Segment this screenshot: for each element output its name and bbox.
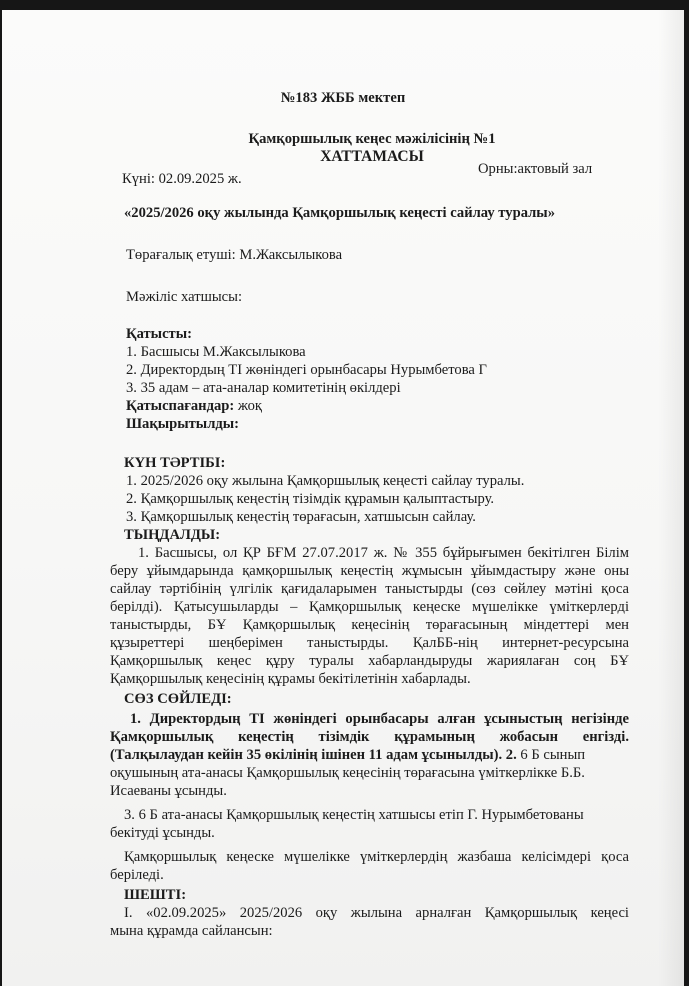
- meeting-date: Күні: 02.09.2025 ж.: [122, 171, 242, 187]
- heard-line: 1. Басшысы, ол ҚР БҒМ 27.07.2017 ж. № 355 бұйрығымен бекітілген Білім: [138, 545, 629, 561]
- agenda-item: 2. Қамқоршылық кеңестің тізімдік құрамын қалыптастыру.: [126, 491, 495, 507]
- absent-label: Қатыспағандар:: [126, 398, 235, 414]
- spoke-line: Қамқоршылық кеңестің тізімдік құрамының жобасын енгізді.: [110, 729, 629, 745]
- decided-line: мына құрамда сайлансын:: [110, 923, 273, 939]
- spoke-line: Исаеваны ұсынды.: [110, 783, 227, 799]
- present-label: Қатысты:: [126, 326, 192, 342]
- spoke-line: 1. Директордың ТІ жөніндегі орынбасары алған ұсыныстың негізінде: [130, 711, 629, 727]
- absent-value: жоқ: [234, 398, 263, 414]
- spoke-line: бекітуді ұсынды.: [110, 825, 215, 841]
- secretary-line: Мәжіліс хатшысы:: [126, 289, 243, 305]
- spoke-line: Қамқоршылық кеңеске мүшелікке үміткерлердің жазбаша келісімдері қоса: [124, 849, 629, 865]
- protocol-title: ХАТТАМАСЫ: [320, 148, 424, 165]
- heard-line: Қамқоршылық кеңесінің құрамы бекітілетінін хабарлады.: [110, 671, 471, 687]
- agenda-title: КҮН ТӘРТІБІ:: [124, 455, 226, 471]
- heard-line: Қамқоршылық кеңес құру туралы хабарландыруды жариялаған соң БҰ: [110, 653, 629, 669]
- chair-line: Төрағалық етуші: М.Жаксылыкова: [126, 247, 343, 263]
- present-item: 1. Басшысы М.Жаксылыкова: [126, 344, 306, 360]
- decided-line: I. «02.09.2025» 2025/2026 оқу жылына арналған Қамқоршылық кеңесі: [124, 905, 629, 921]
- invited-label: Шақырытылды:: [126, 416, 240, 432]
- present-item: 3. 35 адам – ата-аналар комитетінің өкілдері: [126, 380, 401, 396]
- present-item: 2. Директордың ТІ жөніндегі орынбасары Нурымбетова Г: [126, 362, 487, 378]
- heard-line: беру ұйымдарында қамқоршылық кеңестің жұмысын ұйымдастыру және оны: [110, 563, 629, 579]
- spoke-line: оқушының ата-анасы Қамқоршылық кеңесінің төрағасына үміткерлікке Б.Б.: [110, 765, 585, 781]
- spoke-title: СӨЗ СӨЙЛЕДІ:: [124, 691, 232, 707]
- meeting-title: Қамқоршылық кеңес мәжілісінің №1: [248, 131, 496, 147]
- heard-line: берілді). Қатысушыларды – Қамқоршылық кеңеске мүшелікке үміткерлерді: [110, 599, 629, 615]
- heard-title: ТЫҢДАЛДЫ:: [124, 527, 221, 543]
- meeting-place: Орны:актовый зал: [478, 161, 593, 177]
- spoke-bold-part: (Талқылаудан кейін 35 өкілінің ішінен 11 адам ұсынылды). 2.: [110, 747, 517, 763]
- document-page: [2, 10, 684, 986]
- heard-line: сайлау тәртібінің үлгілік қағидаларымен таныстырды (сөз сөйлеу мәтіні қоса: [110, 581, 629, 597]
- school-name: №183 ЖББ мектеп: [280, 90, 406, 106]
- spoke-line: 3. 6 Б ата-анасы Қамқоршылық кеңестің хатшысы етіп Г. Нурымбетованы: [124, 807, 584, 823]
- agenda-item: 1. 2025/2026 оқу жылына Қамқоршылық кеңесті сайлау туралы.: [126, 473, 525, 489]
- absent-line: [126, 397, 262, 415]
- heard-line: таныстырды, БҰ Қамқоршылық кеңесінің төрағасының міндеттері мен: [110, 617, 629, 633]
- spoke-normal-part: 6 Б сынып: [516, 747, 586, 763]
- meeting-subject: «2025/2026 оқу жылында Қамқоршылық кеңесті сайлау туралы»: [124, 205, 555, 221]
- spoke-line: [110, 746, 585, 764]
- decided-title: ШЕШТІ:: [124, 887, 187, 903]
- heard-line: құзыреттері шеңберімен таныстырды. ҚалББ-нің интернет-ресурсына: [110, 635, 629, 651]
- agenda-item: 3. Қамқоршылық кеңестің төрағасын, хатшысын сайлау.: [126, 509, 476, 525]
- spoke-line: беріледі.: [110, 867, 164, 883]
